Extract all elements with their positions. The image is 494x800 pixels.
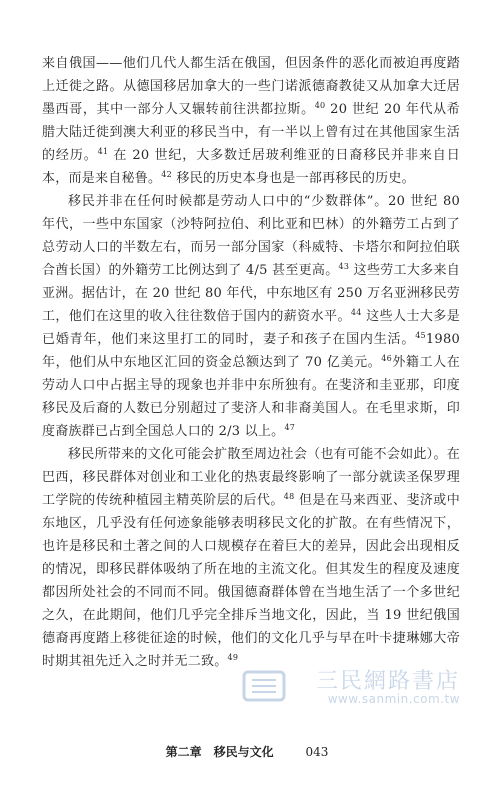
page-footer: [0, 743, 494, 760]
footnote-marker[interactable]: 43: [338, 262, 350, 271]
paragraph-1: [42, 52, 460, 190]
text-run: 外籍工人在劳动人口中占据主导的现象也并非中东所独有。在斐济和圭亚那，印度移民及后裔的人数已分别超过了斐济人和非裔美国人。在毛里求斯，印度裔族群已占到全国总人口的 2/3 以上。: [42, 355, 460, 439]
text-run: 移民的历史本身也是一部再移民的历史。: [171, 171, 415, 186]
text-run: 1980 年，他们从中东地区汇回的资金总额达到了 70 亿美元。: [42, 332, 460, 370]
text-run: 这些人士大多是已婚青年，他们来这里打工的同时，妻子和孩子在国内生活。: [42, 309, 460, 347]
footnote-marker[interactable]: 48: [283, 492, 295, 501]
footnote-marker[interactable]: 40: [314, 101, 326, 110]
text-run: 来自俄国——他们几代人都生活在俄国，但因条件的恶化而被迫再度踏上迁徙之路。从德国移居加拿大的一些门诺派德裔教徒又从加拿大迁居墨西哥，其中一部分人又辗转前往洪都拉斯。: [42, 56, 460, 117]
footnote-marker[interactable]: 49: [227, 653, 239, 662]
watermark-url: www.sanmin.com.tw: [327, 692, 460, 706]
text-run: 移民所带来的文化可能会扩散至周边社会（也有可能不会如此）。在巴西，移民群体对创业和工业化的热衷最终影响了一部分就读圣保罗理工学院的传统种植园主精英阶层的后代。: [42, 447, 460, 508]
watermark-text: 三民網路書店: [315, 669, 460, 694]
text-run: 在 20 世纪，大多数迁居玻利维亚的日裔移民并非来自日本，而是来自秘鲁。: [42, 148, 460, 186]
footnote-marker[interactable]: 44: [350, 308, 362, 317]
footnote-marker[interactable]: 46: [381, 354, 392, 363]
paragraph-2: [42, 190, 460, 443]
footnote-marker[interactable]: 45: [415, 331, 426, 340]
footnote-marker[interactable]: 42: [161, 170, 172, 179]
footnote-marker[interactable]: 47: [284, 423, 296, 432]
page-body: [42, 52, 460, 673]
page-number: 043: [305, 745, 329, 759]
paragraph-3: [42, 443, 460, 673]
footnote-marker[interactable]: 41: [97, 147, 109, 156]
text-run: 移民并非在任何时候都是劳动人口中的“少数群体”。20 世纪 80 年代，一些中东国家（沙特阿拉伯、利比亚和巴林）的外籍劳工占到了总劳动人口的半数左右，而另一部分国家（科威特、卡塔尔和阿拉伯联合酋长国）的外籍劳工比例达到了 4/5 甚至更高。: [42, 194, 460, 278]
text-run: 但是在马来西亚、斐济或中东地区，几乎没有任何迹象能够表明移民文化的扩散。在有些情况下，也许是移民和土著之间的人口规模存在着巨大的差异，因此会出现相反的情况，即移民群体吸纳了所在地的主流文化。但其发生的程度及速度都因所处社会的不同而不同。俄国德裔群体曾在当地生活了一个多世纪之久，在此期间，他们几乎完全排斥当地文化，因此，当 19 世纪俄国德裔再度踏上移徙征途的时候，他们的文化几乎与早在叶卡捷琳娜大帝时期其祖先迁入之时并无二致。: [42, 493, 460, 669]
chapter-title: 第二章 移民与文化: [165, 745, 274, 759]
text-run: 20 世纪 20 年代从希腊大陆迁徙到澳大利亚的移民当中，有一半以上曾有过在其他国家生活的经历。: [42, 102, 460, 163]
text-run: 这些劳工大多来自亚洲。据估计，在 20 世纪 80 年代，中东地区有 250 万名亚洲移民劳工，他们在这里的收入往往数倍于国内的薪资水平。: [42, 263, 460, 324]
